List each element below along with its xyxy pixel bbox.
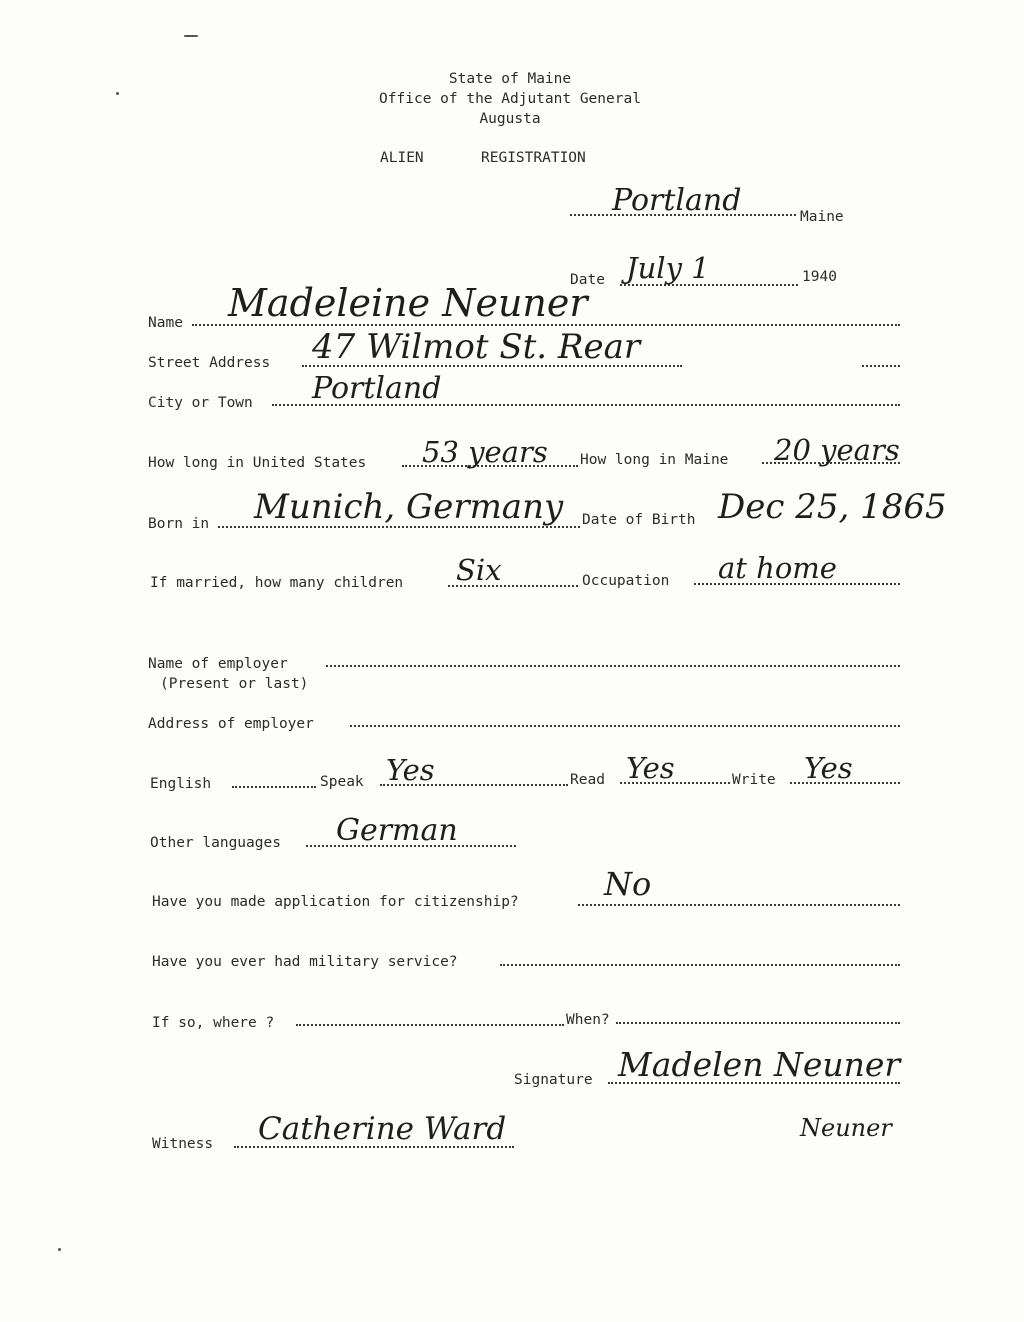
header-city: Augusta — [479, 111, 541, 127]
dob-label: Date of Birth — [582, 512, 696, 528]
citizenship-line — [578, 904, 900, 906]
occupation-value: at home — [718, 551, 837, 585]
paper-speck — [116, 92, 119, 95]
employer-sublabel: (Present or last) — [160, 676, 309, 692]
when-label: When? — [566, 1012, 610, 1028]
speak-value: Yes — [386, 753, 435, 787]
form-title-alien: ALIEN — [380, 150, 424, 166]
form-title-registration: REGISTRATION — [481, 150, 586, 166]
name-value: Madeleine Neuner — [228, 281, 588, 325]
signature-note: Neuner — [800, 1114, 892, 1142]
when-line — [616, 1022, 900, 1024]
read-label: Read — [570, 772, 605, 788]
write-label: Write — [732, 772, 776, 788]
born-value: Munich, Germany — [254, 487, 564, 527]
city-value: Portland — [312, 371, 442, 406]
date-year: 1940 — [802, 269, 837, 285]
witness-value: Catherine Ward — [258, 1111, 507, 1147]
employer-address-label: Address of employer — [148, 716, 314, 732]
military-line — [500, 964, 900, 966]
other-languages-label: Other languages — [150, 835, 281, 851]
street-value: 47 Wilmot St. Rear — [312, 327, 641, 367]
city-label: City or Town — [148, 395, 253, 411]
write-value: Yes — [804, 751, 853, 785]
english-line — [232, 786, 316, 788]
street-label: Street Address — [148, 355, 271, 371]
occupation-label: Occupation — [582, 573, 670, 589]
date-value: July 1 — [626, 251, 710, 285]
maine-duration-label: How long in Maine — [580, 452, 729, 468]
signature-label: Signature — [514, 1072, 593, 1088]
us-duration-value: 53 years — [422, 435, 548, 469]
citizenship-label: Have you made application for citizenship? — [152, 894, 519, 910]
born-label: Born in — [148, 516, 210, 532]
children-label: If married, how many children — [150, 575, 404, 591]
employer-label: Name of employer — [148, 656, 288, 672]
header-office: Office of the Adjutant General — [379, 91, 641, 107]
children-value: Six — [456, 553, 502, 587]
read-value: Yes — [626, 751, 675, 785]
employer-line — [326, 665, 900, 667]
header-state: State of Maine — [448, 71, 572, 87]
date-label: Date — [570, 272, 605, 288]
speak-label: Speak — [320, 774, 364, 790]
military-label: Have you ever had military service? — [152, 954, 458, 970]
dob-value: Dec 25, 1865 — [718, 487, 947, 527]
location-suffix: Maine — [800, 209, 844, 225]
where-line — [296, 1024, 564, 1026]
signature-value: Madelen Neuner — [618, 1045, 901, 1084]
where-label: If so, where ? — [152, 1015, 275, 1031]
us-duration-label: How long in United States — [148, 455, 367, 471]
paper-speck — [184, 35, 198, 37]
witness-label: Witness — [152, 1136, 214, 1152]
paper-speck — [58, 1248, 61, 1251]
name-label: Name — [148, 315, 183, 331]
english-label: English — [150, 776, 212, 792]
citizenship-value: No — [604, 865, 652, 903]
other-languages-value: German — [336, 813, 458, 848]
maine-duration-value: 20 years — [774, 433, 900, 467]
location-value: Portland — [612, 183, 742, 218]
street-line-end — [862, 365, 900, 367]
employer-address-line — [350, 725, 900, 727]
